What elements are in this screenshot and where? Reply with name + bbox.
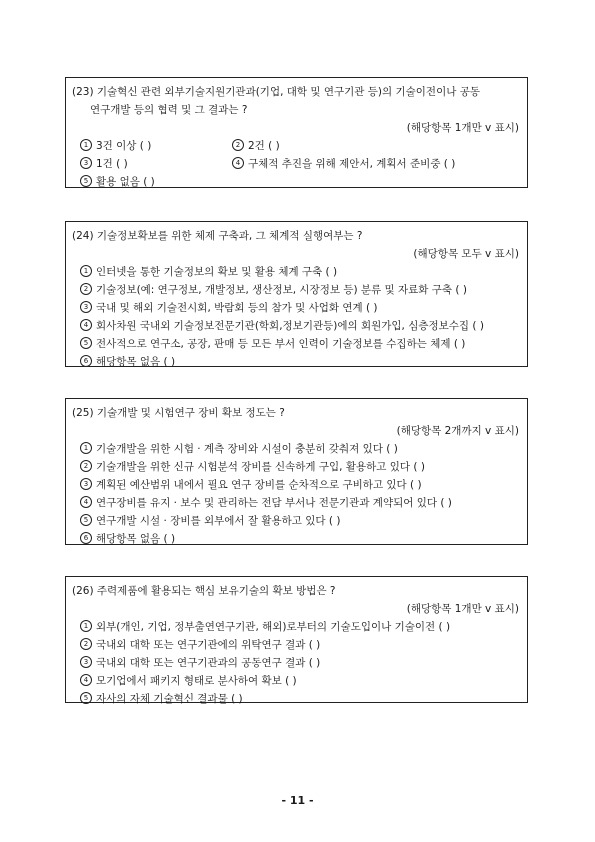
option-item[interactable] (72, 672, 521, 690)
option-text: 활용 없음 ( ) (96, 176, 155, 188)
option-number-icon: 2 (232, 139, 244, 151)
option-text: 1건 ( ) (96, 158, 128, 170)
option-item[interactable] (80, 155, 232, 173)
option-number-icon: 3 (80, 301, 92, 313)
question-box-26 (65, 576, 528, 703)
option-item[interactable] (72, 654, 521, 672)
option-item[interactable] (232, 137, 280, 155)
option-text: 기술개발을 위한 신규 시험분석 장비를 신속하게 구입, 활용하고 있다 ( ) (96, 461, 425, 473)
option-item[interactable] (72, 353, 521, 371)
option-text: 국내외 대학 또는 연구기관과의 공동연구 결과 ( ) (96, 657, 321, 669)
option-item[interactable] (72, 494, 521, 512)
option-number-icon: 5 (80, 692, 92, 704)
option-item[interactable] (72, 618, 521, 636)
option-text: 외부(개인, 기업, 정부출연연구기관, 해외)로부터의 기술도입이나 기술이전 ( ) (96, 621, 451, 633)
question-text: (23) 기술혁신 관련 외부기술지원기관과(기업, 대학 및 연구기관 등)의 기술이전이나 공동 (72, 86, 480, 98)
answer-instruction: (해당항목 2개까지 v 표시) (396, 425, 519, 437)
option-number-icon: 6 (80, 355, 92, 367)
question-text: (26) 주력제품에 활용되는 핵심 보유기술의 확보 방법은 ? (72, 585, 336, 597)
option-number-icon: 1 (80, 442, 92, 454)
option-number-icon: 4 (80, 496, 92, 508)
option-number-icon: 2 (80, 460, 92, 472)
option-text: 해당항목 없음 ( ) (96, 533, 176, 545)
option-item[interactable] (72, 690, 521, 708)
option-number-icon: 2 (80, 638, 92, 650)
question-text: (24) 기술정보확보를 위한 체제 구축과, 그 체계적 실행여부는 ? (72, 230, 363, 242)
option-text: 모기업에서 패키지 형태로 분사하여 확보 ( ) (96, 675, 297, 687)
option-text: 기술정보(예: 연구정보, 개발정보, 생산정보, 시장정보 등) 분류 및 자료화 구축 ( ) (96, 284, 467, 296)
question-box-25 (65, 398, 528, 545)
option-item[interactable] (72, 299, 521, 317)
option-text: 2건 ( ) (248, 140, 280, 152)
option-number-icon: 5 (80, 514, 92, 526)
answer-instruction: (해당항목 1개만 v 표시) (406, 603, 519, 615)
option-text: 해당항목 없음 ( ) (96, 356, 176, 368)
option-row (72, 137, 521, 155)
option-number-icon: 1 (80, 139, 92, 151)
option-text: 구체적 추진을 위해 제안서, 계획서 준비중 ( ) (248, 158, 456, 170)
option-number-icon: 3 (80, 656, 92, 668)
option-text: 연구장비를 유지 · 보수 및 관리하는 전담 부서나 전문기관과 계약되어 있다 ( ) (96, 497, 452, 509)
option-text: 연구개발 시설 · 장비를 외부에서 잘 활용하고 있다 ( ) (96, 515, 341, 527)
option-number-icon: 1 (80, 620, 92, 632)
option-item[interactable] (232, 155, 455, 173)
option-item[interactable] (72, 476, 521, 494)
page-number: - 11 - (281, 794, 314, 807)
option-number-icon: 4 (80, 319, 92, 331)
option-text: 국내 및 해외 기술전시회, 박람회 등의 참가 및 사업화 연계 ( ) (96, 302, 378, 314)
question-box-23 (65, 77, 528, 188)
option-item[interactable] (72, 458, 521, 476)
option-item[interactable] (72, 530, 521, 548)
option-item[interactable] (72, 317, 521, 335)
option-row (72, 155, 521, 173)
option-item[interactable] (72, 440, 521, 458)
option-item[interactable] (72, 512, 521, 530)
option-number-icon: 3 (80, 478, 92, 490)
option-number-icon: 4 (80, 674, 92, 686)
option-number-icon: 5 (80, 337, 92, 349)
option-item[interactable] (72, 636, 521, 654)
option-number-icon: 6 (80, 532, 92, 544)
option-text: 기술개발을 위한 시험 · 계측 장비와 시설이 충분히 갖춰져 있다 ( ) (96, 443, 398, 455)
option-item[interactable] (72, 173, 521, 191)
option-number-icon: 4 (232, 157, 244, 169)
option-text: 인터넷을 통한 기술정보의 확보 및 활용 체계 구축 ( ) (96, 266, 338, 278)
option-text: 전사적으로 연구소, 공장, 판매 등 모든 부서 인력이 기술정보를 수집하는 체제 ( ) (96, 338, 466, 350)
answer-instruction: (해당항목 모두 v 표시) (413, 248, 519, 260)
option-text: 회사차원 국내외 기술정보전문기관(학회,정보기관등)에의 회원가입, 심층정보수집 ( ) (96, 320, 484, 332)
option-number-icon: 3 (80, 157, 92, 169)
option-text: 자사의 자체 기술혁신 결과물 ( ) (96, 693, 243, 705)
option-item[interactable] (72, 281, 521, 299)
option-item[interactable] (72, 335, 521, 353)
option-text: 계획된 예산범위 내에서 필요 연구 장비를 순차적으로 구비하고 있다 ( ) (96, 479, 422, 491)
question-text-continued: 연구개발 등의 협력 및 그 결과는 ? (90, 104, 248, 116)
question-text: (25) 기술개발 및 시험연구 장비 확보 정도는 ? (72, 407, 285, 419)
option-item[interactable] (72, 263, 521, 281)
option-number-icon: 5 (80, 175, 92, 187)
option-number-icon: 1 (80, 265, 92, 277)
option-text: 3건 이상 ( ) (96, 140, 152, 152)
option-item[interactable] (80, 137, 232, 155)
answer-instruction: (해당항목 1개만 v 표시) (406, 122, 519, 134)
question-box-24 (65, 221, 528, 367)
option-number-icon: 2 (80, 283, 92, 295)
option-text: 국내외 대학 또는 연구기관에의 위탁연구 결과 ( ) (96, 639, 321, 651)
